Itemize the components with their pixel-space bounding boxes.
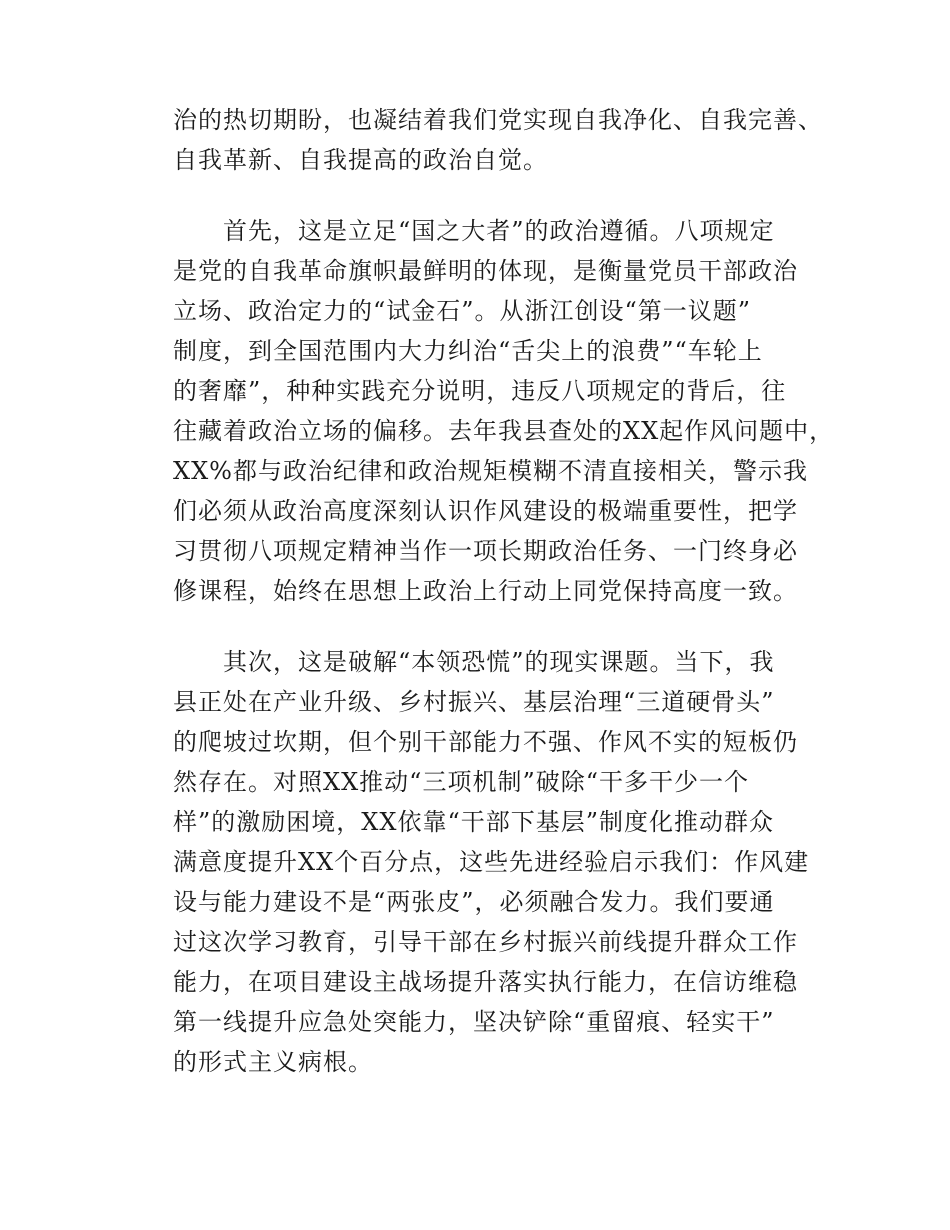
paragraph-line: 的奢靡”，种种实践充分说明，违反八项规定的背后，往 [173,377,787,405]
paragraph-line: 立场、政治定力的“试金石”。从浙江创设“第一议题” [173,297,752,325]
paragraph-line: 设与能力建设不是“两张皮”，必须融合发力。我们要通 [173,888,775,916]
document-body [173,100,835,1113]
paragraph-line: 治的热切期盼，也凝结着我们党实现自我净化、自我完善、 [173,106,823,134]
paragraph-1 [173,100,823,180]
paragraph-line: 能力，在项目建设主战场提升落实执行能力，在信访维稳 [173,968,798,996]
paragraph-line: 然存在。对照XX推动“三项机制”破除“干多干少一个 [173,768,749,796]
paragraph-line: 修课程，始终在思想上政治上行动上同党保持高度一致。 [173,577,798,605]
paragraph-line: 的爬坡过坎期，但个别干部能力不强、作风不实的短板仍 [173,728,798,756]
paragraph-line: 的形式主义病根。 [173,1048,373,1076]
paragraph-2 [173,211,835,611]
paragraph-line: 满意度提升XX个百分点，这些先进经验启示我们：作风建 [173,848,810,876]
paragraph-line: 过这次学习教育，引导干部在乡村振兴前线提升群众工作 [173,928,798,956]
paragraph-line: XX%都与政治纪律和政治规矩模糊不清直接相关，警示我 [173,457,808,485]
paragraph-line: 首先，这是立足“国之大者”的政治遵循。八项规定 [223,217,775,245]
paragraph-line: 是党的自我革命旗帜最鲜明的体现，是衡量党员干部政治 [173,257,798,285]
paragraph-line: 自我革新、自我提高的政治自觉。 [173,146,548,174]
paragraph-3 [173,642,813,1082]
paragraph-line: 其次，这是破解“本领恐慌”的现实课题。当下，我 [223,648,775,676]
paragraph-line: 样”的激励困境，XX依靠“干部下基层”制度化推动群众 [173,808,774,836]
paragraph-line: 往藏着政治立场的偏移。去年我县查处的XX起作风问题中， [173,417,835,445]
paragraph-line: 县正处在产业升级、乡村振兴、基层治理“三道硬骨头” [173,688,775,716]
paragraph-line: 制度，到全国范围内大力纠治“舌尖上的浪费”“车轮上 [173,337,763,365]
paragraph-line: 习贯彻八项规定精神当作一项长期政治任务、一门终身必 [173,537,798,565]
paragraph-line: 第一线提升应急处突能力，坚决铲除“重留痕、轻实干” [173,1008,775,1036]
paragraph-line: 们必须从政治高度深刻认识作风建设的极端重要性，把学 [173,497,798,525]
